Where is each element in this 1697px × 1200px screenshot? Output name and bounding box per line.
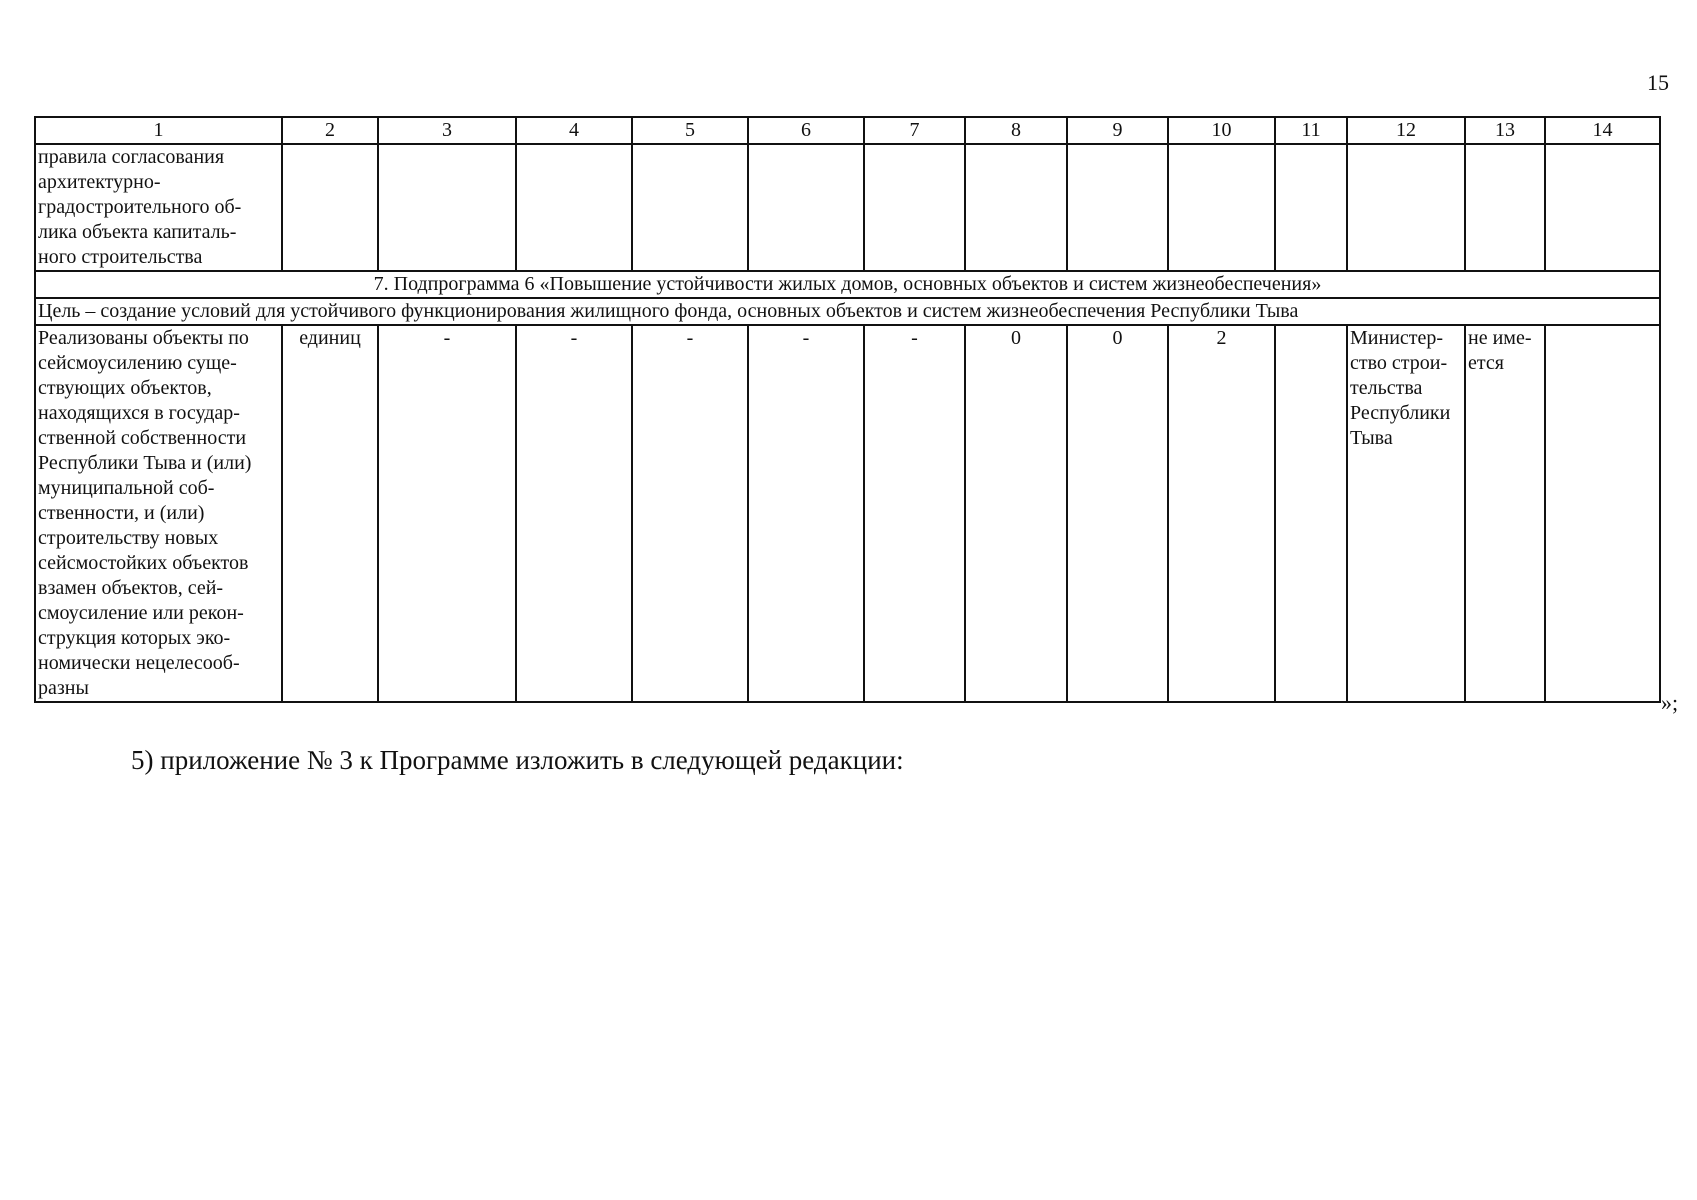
table-header-row [35,117,1660,144]
row3-cell-6: - [748,325,864,702]
header-cell-9: 9 [1067,117,1168,144]
header-cell-7: 7 [864,117,965,144]
row1-cell-7 [864,144,965,271]
row3-cell-10: 2 [1168,325,1275,702]
header-cell-6: 6 [748,117,864,144]
header-cell-10: 10 [1168,117,1275,144]
header-cell-14: 14 [1545,117,1660,144]
row1-cell-13 [1465,144,1545,271]
row3-cell-8: 0 [965,325,1067,702]
page-number: 15 [1647,70,1669,95]
row3-responsible: Министер- ство строи- тельства Республики Тыва [1347,325,1465,702]
row1-cell-6 [748,144,864,271]
row3-cell-11 [1275,325,1347,702]
row1-cell-12 [1347,144,1465,271]
subprogram-row [35,271,1660,298]
row1-cell-10 [1168,144,1275,271]
row3-indicator-name: Реализованы объекты по сейсмоусилению суще- ствующих объектов, находящихся в государ- ственной собственности Республики Тыва и (или) муниципальной соб- ственности, и (или) строительству новых сейсмостойких объектов взамен объектов, сей- смоусиление или рекон- струкция которых эко- номически нецелесооб- разны [35,325,282,702]
row3-cell-13: не име- ется [1465,325,1545,702]
row1-cell-5 [632,144,748,271]
goal-row [35,298,1660,325]
row1-cell-9 [1067,144,1168,271]
row1-cell-3 [378,144,516,271]
header-cell-4: 4 [516,117,632,144]
subprogram-title: 7. Подпрограмма 6 «Повышение устойчивости жилых домов, основных объектов и систем жизнеобеспечения» [35,271,1660,298]
table-row [35,325,1660,702]
row1-cell-14 [1545,144,1660,271]
row1-cell-8 [965,144,1067,271]
row1-cell-4 [516,144,632,271]
header-cell-3: 3 [378,117,516,144]
row3-unit: единиц [282,325,378,702]
row1-cell-11 [1275,144,1347,271]
row1-cell-2 [282,144,378,271]
row3-cell-14 [1545,325,1660,702]
header-cell-8: 8 [965,117,1067,144]
header-cell-12: 12 [1347,117,1465,144]
header-cell-13: 13 [1465,117,1545,144]
table-row [35,144,1660,271]
row3-cell-9: 0 [1067,325,1168,702]
row3-cell-4: - [516,325,632,702]
header-cell-2: 2 [282,117,378,144]
row3-cell-7: - [864,325,965,702]
row1-indicator-name: правила согласования архитектурно- градостроительного об- лика объекта капиталь- ного строительства [35,144,282,271]
row3-cell-3: - [378,325,516,702]
closing-quote: »; [1661,690,1679,715]
indicators-table [34,116,1661,703]
header-cell-1: 1 [35,117,282,144]
indicators-table-wrapper [34,116,1659,703]
row3-cell-5: - [632,325,748,702]
header-cell-5: 5 [632,117,748,144]
body-paragraph: 5) приложение № 3 к Программе изложить в следующей редакции: [131,745,904,775]
header-cell-11: 11 [1275,117,1347,144]
goal-text: Цель – создание условий для устойчивого функционирования жилищного фонда, основных объектов и систем жизнеобеспечения Республики Тыва [35,298,1660,325]
